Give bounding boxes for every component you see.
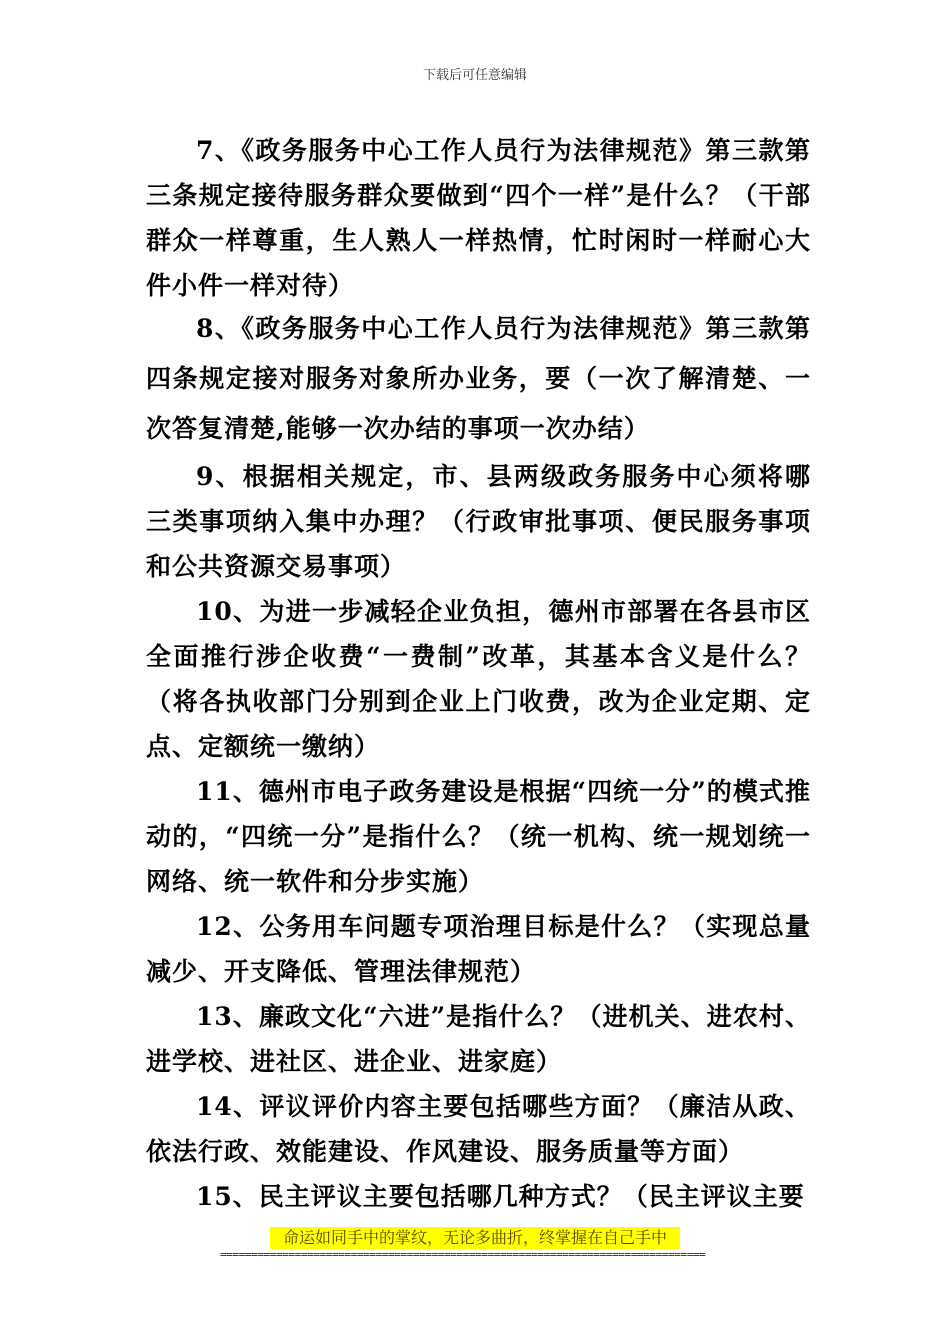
- paragraph-q7: 7、《政务服务中心工作人员行为法律规范》第三款第三条规定接待服务群众要做到“四个一样”是什么？（干部群众一样尊重，生人熟人一样热情，忙时闲时一样耐心大件小件一样对待）: [146, 136, 811, 300]
- paragraph-q13: 13、廉政文化“六进”是指什么？（进机关、进农村、进学校、进社区、进企业、进家庭）: [146, 1002, 811, 1076]
- footer-motto: 命运如同手中的掌纹，无论多曲折，终掌握在自己手中: [270, 1227, 680, 1249]
- paragraph-q9: 9、根据相关规定，市、县两级政务服务中心须将哪三类事项纳入集中办理？（行政审批事项、便民服务事项和公共资源交易事项）: [146, 462, 811, 581]
- paragraph-q15: 15、民主评议主要包括哪几种方式？（民主评议主要: [196, 1182, 805, 1211]
- page-header: 下载后可任意编辑: [422, 68, 527, 83]
- paragraph-q14: 14、评议评价内容主要包括哪些方面？（廉洁从政、依法行政、效能建设、作风建设、服务质量等方面）: [146, 1092, 811, 1166]
- footer-divider: ==============================================================================: [220, 1248, 706, 1261]
- paragraph-q11: 11、德州市电子政务建设是根据“四统一分”的模式推动的，“四统一分”是指什么？（统一机构、统一规划统一网络、统一软件和分步实施）: [146, 777, 811, 896]
- paragraph-q10: 10、为进一步减轻企业负担，德州市部署在各县市区全面推行涉企收费“一费制”改革，其基本含义是什么？（将各执收部门分别到企业上门收费，改为企业定期、定点、定额统一缴纳）: [146, 597, 811, 761]
- document-body: [146, 128, 811, 1219]
- paragraph-q12: 12、公务用车问题专项治理目标是什么？（实现总量减少、开支降低、管理法律规范）: [146, 912, 811, 986]
- paragraph-q8: 8、《政务服务中心工作人员行为法律规范》第三款第四条规定接对服务对象所办业务，要（一次了解清楚、一次答复清楚,能够一次办结的事项一次办结）: [146, 314, 811, 443]
